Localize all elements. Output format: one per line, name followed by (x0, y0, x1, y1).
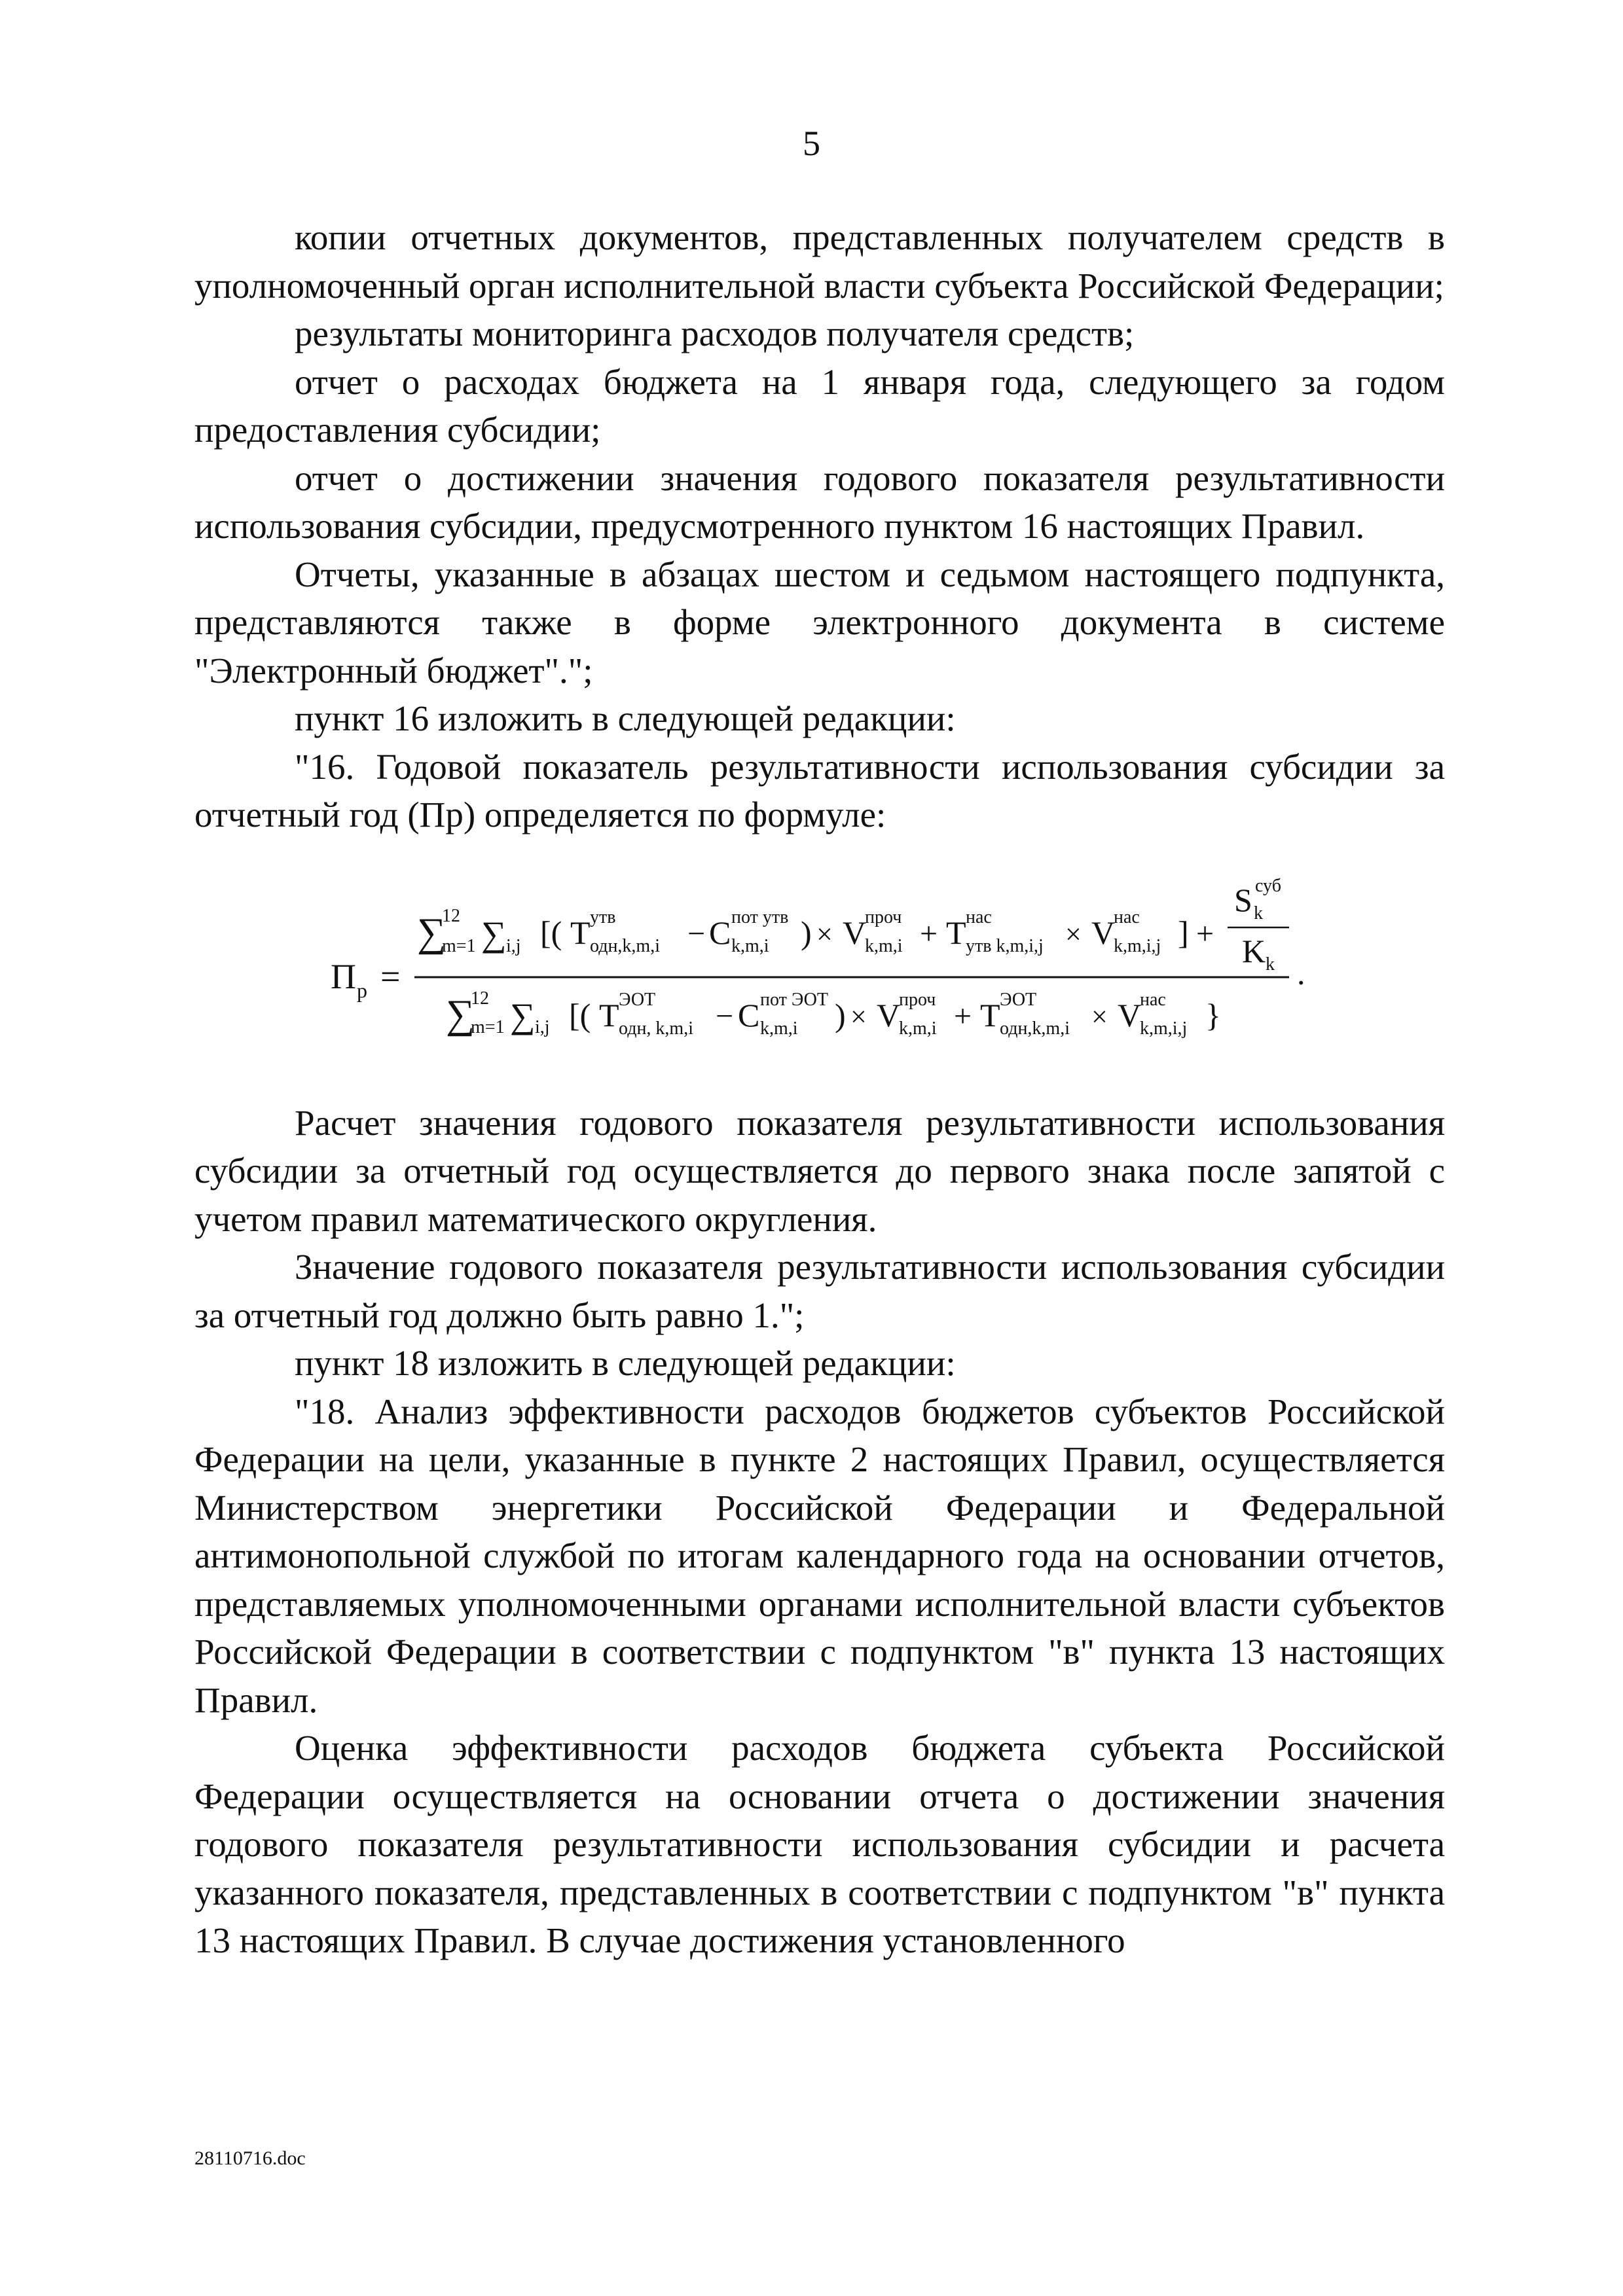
sup-pot-eot: пот ЭОТ (760, 989, 829, 1010)
sup-nas: нас (1140, 989, 1166, 1010)
sub-k: k (1266, 954, 1275, 975)
page-number: 5 (803, 124, 820, 163)
paragraph: "18. Анализ эффективности расходов бюджетов субъектов Российской Федерации на цели, указанные в пункте 2 настоящих Правил, осуществляется Министерством энергетики Российской Федерации и Федеральной антимонопольной службой по итогам календарного года на основании отчетов, представляемых уполномоченными органами исполнительной власти субъектов Российской Федерации в соответствии с подпунктом "в" пункта 13 настоящих Правил. (194, 1391, 1445, 1720)
formula-block (194, 839, 1445, 1099)
sup-proch: проч (899, 989, 936, 1010)
paragraph: Значение годового показателя результативности использования субсидии за отчетный год должно быть равно 1."; (194, 1247, 1445, 1335)
var-C: C (738, 996, 760, 1033)
sup-proch: проч (865, 906, 902, 927)
minus: − (716, 998, 734, 1033)
paragraph: копии отчетных документов, представленных получателем средств в уполномоченный орган исполнительной власти субъекта Российской Федерации; (194, 217, 1445, 306)
sub-odn-kmi: одн,k,m,i (590, 935, 660, 956)
inner-sum-symbol: ∑ (481, 914, 507, 954)
inner-sum-lower: i,j (506, 935, 521, 956)
paragraph: результаты мониторинга расходов получателя средств; (295, 314, 1135, 353)
var-T: T (946, 914, 966, 951)
sum-upper: 12 (471, 988, 489, 1009)
formula-lhs-sub: р (357, 978, 367, 1002)
sum-symbol: ∑ (446, 992, 475, 1037)
paragraph: Оценка эффективности расходов бюджета субъекта Российской Федерации осуществляется на основании отчета о достижении значения годового показателя результативности использования субсидии и расчета указанного показателя, представленных в соответствии с подпунктом "в" пункта 13 настоящих Правил. В случае достижения установленного (194, 1728, 1445, 1960)
document-body (194, 213, 1445, 1965)
sup-eot: ЭОТ (1000, 989, 1037, 1010)
sup-utv: утв (590, 906, 616, 927)
open-brackets: [( (569, 996, 591, 1033)
plus: + (1196, 916, 1214, 951)
var-S: S (1234, 881, 1252, 918)
plus: + (954, 998, 972, 1033)
times: × (1065, 918, 1082, 950)
inner-sum-lower: i,j (535, 1016, 550, 1037)
close-paren: ) (835, 996, 846, 1033)
sub-kmi: k,m,i (899, 1018, 937, 1039)
var-V: V (1091, 914, 1116, 951)
sub-odn-kmi: одн,k,m,i (1000, 1018, 1070, 1039)
sub-k: k (1254, 903, 1263, 924)
close-paren: ) (801, 914, 812, 951)
times: × (816, 918, 833, 950)
sum-upper: 12 (442, 905, 460, 926)
minus: − (687, 916, 706, 951)
sup-nas: нас (1114, 906, 1140, 927)
var-V: V (843, 914, 867, 951)
sup-pot-utv: пот утв (731, 906, 789, 927)
paragraph: отчет о достижении значения годового показателя результативности использования субсидии, предусмотренного пунктом 16 настоящих Правил. (194, 457, 1445, 546)
sub-utv-kmij: утв k,m,i,j (966, 935, 1044, 956)
close-square: ] (1178, 914, 1189, 951)
var-T: T (599, 996, 619, 1033)
numerator (417, 876, 1289, 975)
times: × (1091, 1000, 1108, 1033)
paragraph: пункт 16 изложить в следующей редакции: (295, 698, 956, 738)
sup-eot: ЭОТ (619, 989, 656, 1010)
var-C: C (709, 914, 731, 951)
var-V: V (1118, 996, 1142, 1033)
sub-kmi: k,m,i (731, 935, 769, 956)
paragraph: Расчет значения годового показателя результативности использования субсидии за отчетный год осуществляется до первого знака после запятой с учетом правил математического округления. (194, 1102, 1445, 1239)
sum-lower: m=1 (442, 935, 476, 956)
sub-kmij: k,m,i,j (1114, 935, 1161, 956)
paragraph: отчет о расходах бюджета на 1 января года, следующего за годом предоставления субсидии; (194, 361, 1445, 450)
sup-sub: суб (1255, 875, 1281, 896)
times: × (850, 1000, 867, 1033)
formula (194, 839, 1445, 1099)
formula-period: . (1297, 954, 1305, 992)
sub-kmij: k,m,i,j (1140, 1018, 1188, 1039)
var-T: T (570, 914, 591, 951)
paragraph: Отчеты, указанные в абзацах шестом и седьмом настоящего подпункта, представляются также в форме электронного документа в системе "Электронный бюджет"."; (194, 554, 1445, 691)
sub-odn-kmi: одн, k,m,i (619, 1018, 693, 1039)
var-K: K (1242, 932, 1266, 969)
sub-kmi: k,m,i (865, 935, 903, 956)
var-T: T (980, 996, 1000, 1033)
paragraph: "16. Годовой показатель результативности использования субсидии за отчетный год (Пр) определяется по формуле: (194, 746, 1445, 834)
close-curly: } (1205, 996, 1221, 1033)
sup-nas: нас (966, 906, 992, 927)
var-V: V (877, 996, 901, 1033)
plus: + (920, 916, 938, 951)
footer-doc-id: 28110716.doc (194, 2147, 306, 2169)
inner-sum-symbol: ∑ (510, 996, 536, 1035)
formula-lhs: П (331, 956, 356, 996)
denominator (446, 988, 1221, 1039)
sub-kmi: k,m,i (760, 1018, 798, 1039)
sum-lower: m=1 (471, 1016, 505, 1037)
formula-equals: = (380, 956, 401, 996)
paragraph: пункт 18 изложить в следующей редакции: (295, 1343, 956, 1383)
sum-symbol: ∑ (417, 910, 447, 955)
open-brackets: [( (540, 914, 562, 951)
